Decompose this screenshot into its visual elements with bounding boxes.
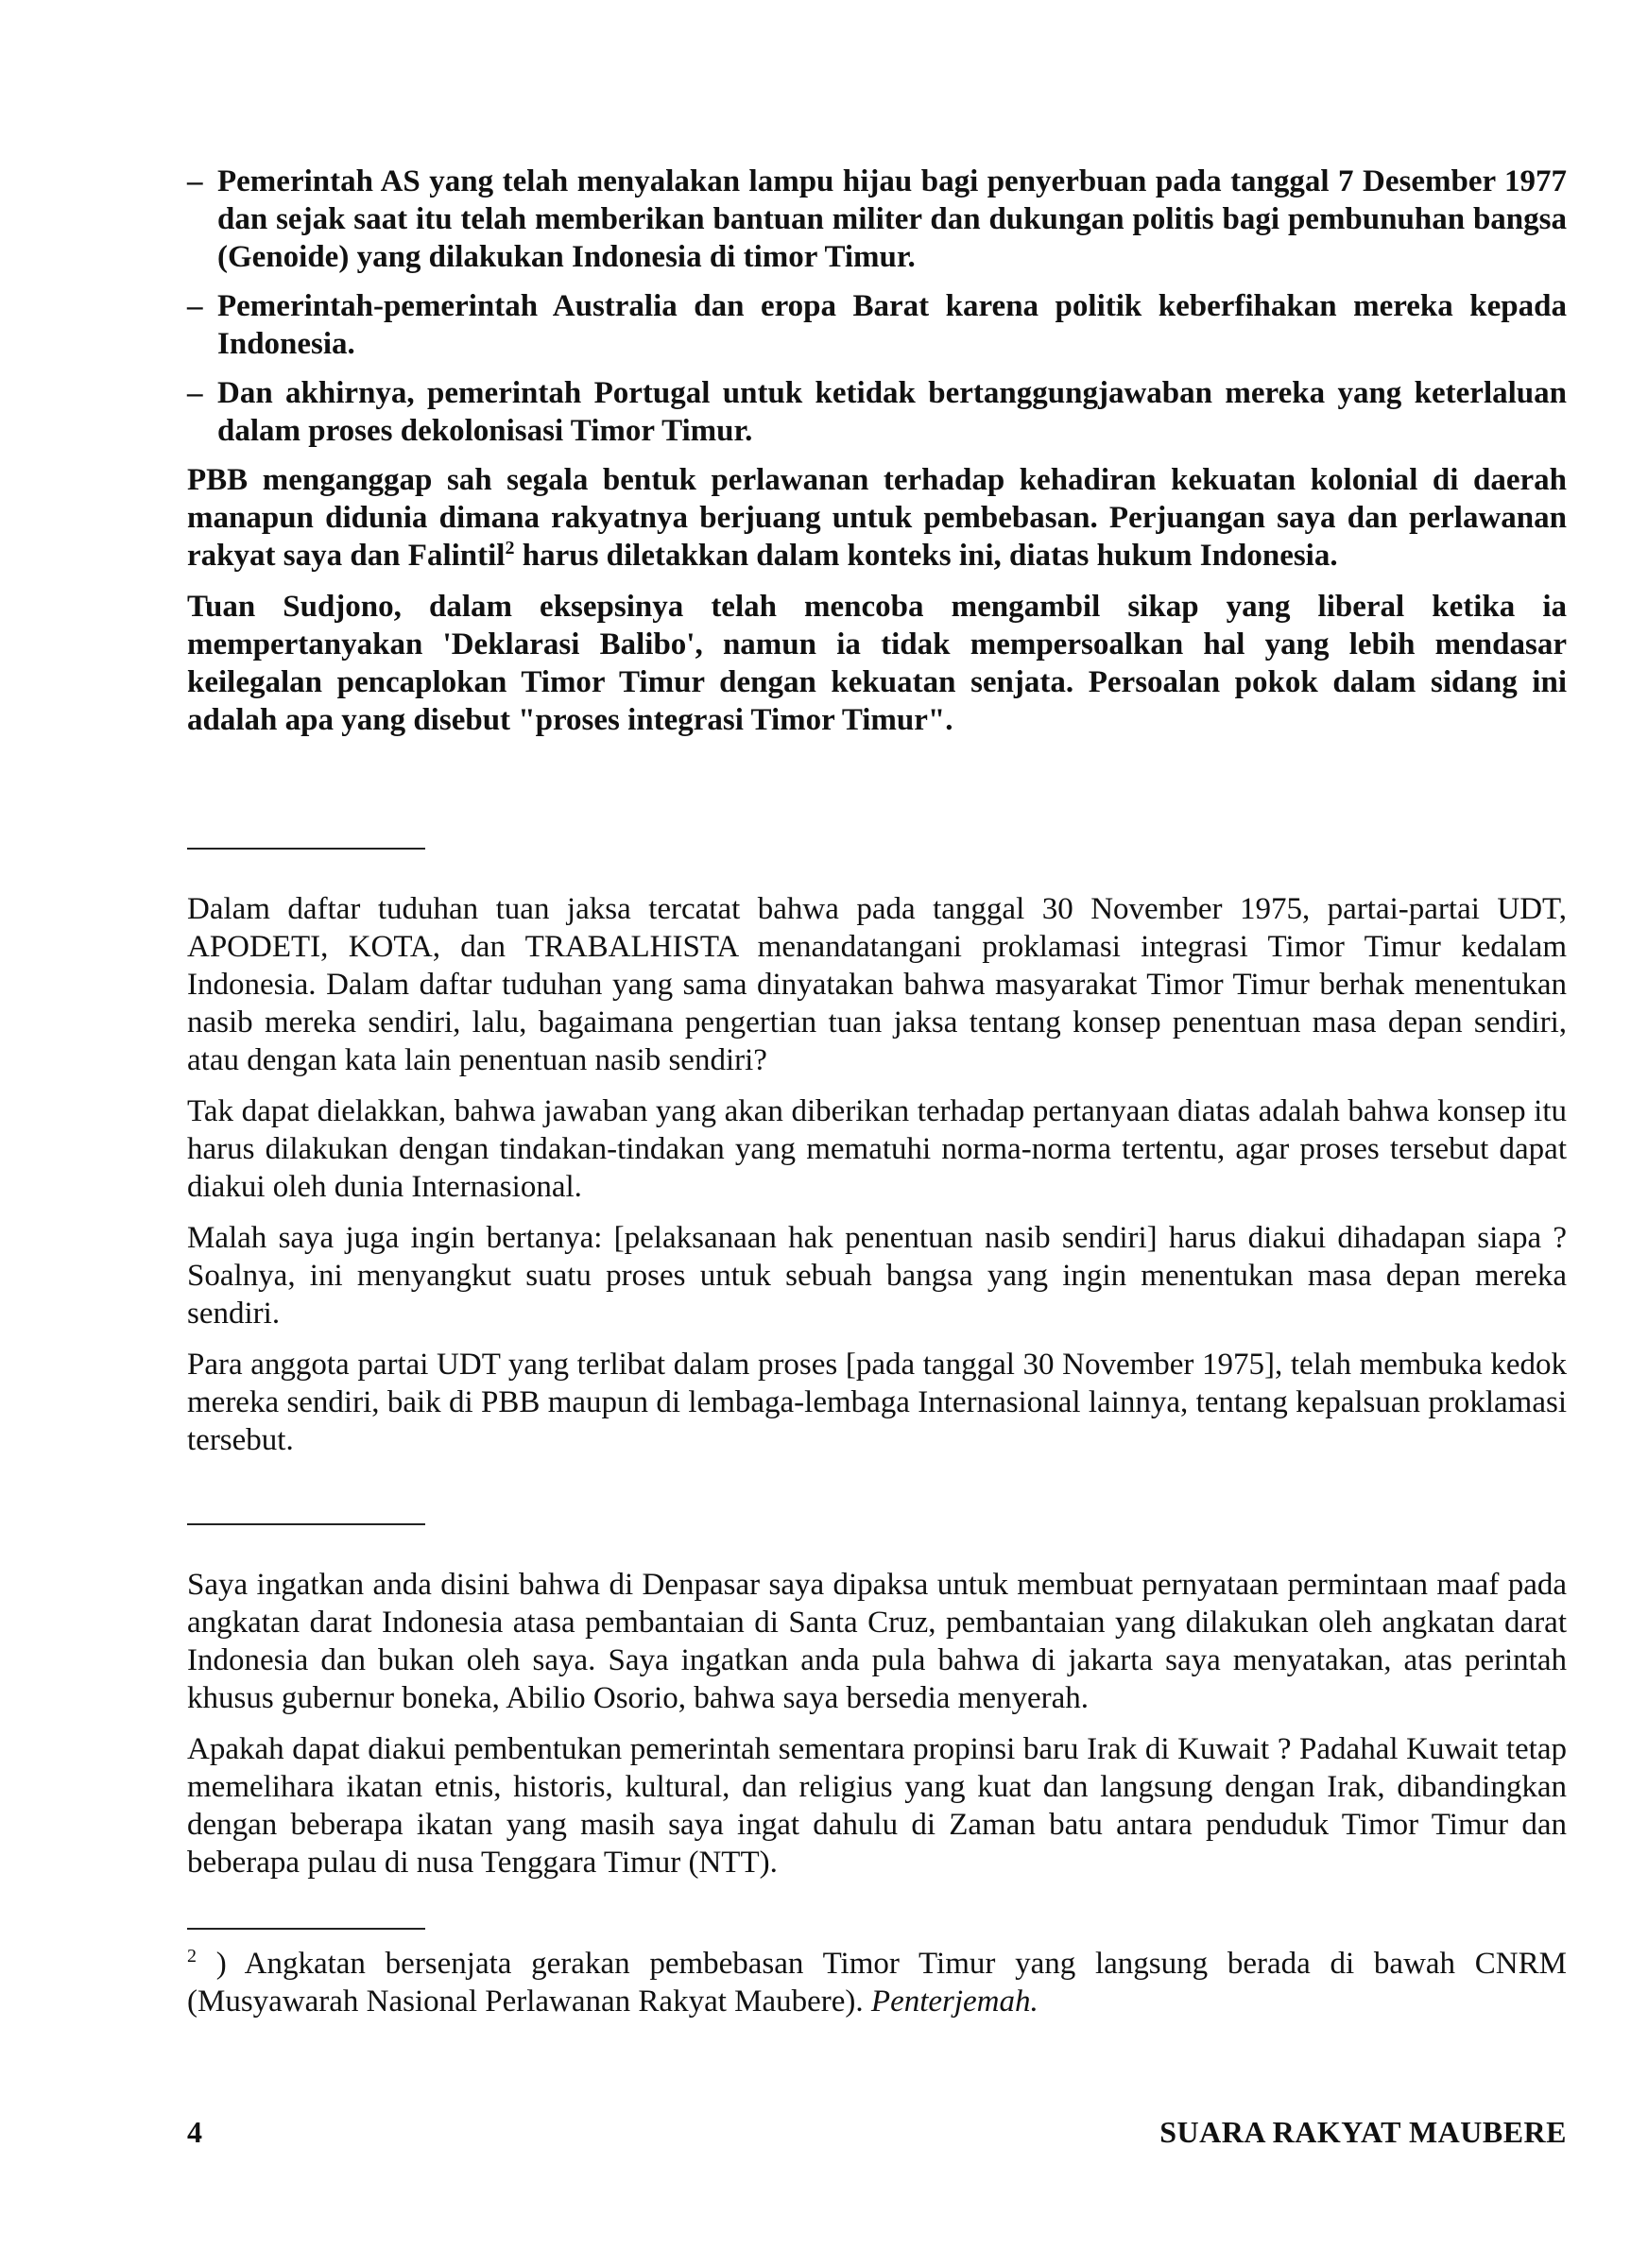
paragraph-pbb-text-b: harus diletakkan dalam konteks ini, diatas hukum Indonesia. — [514, 539, 1338, 573]
bullet-text: Dan akhirnya, pemerintah Portugal untuk ketidak bertanggungjawaban mereka yang keterlaluan dalam proses dekolonisasi Timor Timur. — [217, 376, 1567, 448]
paragraph: Tak dapat dielakkan, bahwa jawaban yang akan diberikan terhadap pertanyaan diatas adalah bahwa konsep itu harus dilakukan dengan tindakan-tindakan yang mematuhi norma-norma tertentu, agar proses tersebut dapat diakui oleh dunia Internasional. — [187, 1094, 1567, 1204]
section-separator — [187, 848, 425, 850]
footnote — [187, 1945, 1567, 2020]
bullet-dash: – — [187, 376, 203, 410]
paragraph: Para anggota partai UDT yang terlibat dalam proses [pada tanggal 30 November 1975], telah membuka kedok mereka sendiri, baik di PBB maupun di lembaga-lembaga Internasional lainnya, tentang kepalsuan proklamasi tersebut. — [187, 1348, 1567, 1457]
paragraph: Apakah dapat diakui pembentukan pemerintah sementara propinsi baru Irak di Kuwait ? Padahal Kuwait tetap memelihara ikatan etnis, historis, kultural, dan religius yang kuat dan langsung dengan Irak, dibandingkan dengan beberapa ikatan yang masih saya ingat dahulu di Zaman batu antara penduduk Timor Timur dan beberapa pulau di nusa Tenggara Timur (NTT). — [187, 1732, 1567, 1880]
footnote-text — [187, 1945, 1567, 2020]
bullet-dash: – — [187, 164, 203, 198]
running-title: SUARA RAKYAT MAUBERE — [1159, 2115, 1567, 2149]
paragraph-sudjono: Tuan Sudjono, dalam eksepsinya telah mencoba mengambil sikap yang liberal ketika ia mempertanyakan 'Deklarasi Balibo', namun ia tidak mempersoalkan hal yang lebih mendasar keilegalan pencaplokan Timor Timur dengan kekuatan senjata. Persoalan pokok dalam sidang ini adalah apa yang disebut "proses integrasi Timor Timur". — [187, 590, 1567, 737]
bullet-item — [187, 163, 1567, 276]
footnote-marker: 2 — [187, 1946, 197, 1967]
paragraph: Saya ingatkan anda disini bahwa di Denpasar saya dipaksa untuk membuat pernyataan permintaan maaf pada angkatan darat Indonesia atasa pembantaian di Santa Cruz, pembantaian yang dilakukan oleh angkatan darat Indonesia dan bukan oleh saya. Saya ingatkan anda pula bahwa di jakarta saya menyatakan, atas perintah khusus gubernur boneka, Abilio Osorio, bahwa saya bersedia menyerah. — [187, 1568, 1567, 1715]
bullet-item — [187, 374, 1567, 450]
bullet-dash: – — [187, 289, 203, 323]
bullet-item — [187, 287, 1567, 363]
section-1 — [187, 163, 1567, 752]
paragraph: Malah saya juga ingin bertanya: [pelaksanaan hak penentuan nasib sendiri] harus diakui dihadapan siapa ? Soalnya, ini menyangkut suatu proses untuk sebuah bangsa yang ingin menentukan masa depan mereka sendiri. — [187, 1221, 1567, 1331]
section-separator — [187, 1523, 425, 1525]
section-2 — [187, 890, 1567, 1472]
footnote-body: ) Angkatan bersenjata gerakan pembebasan Timor Timur yang langsung berada di bawah CNRM (Musyawarah Nasional Perlawanan Rakyat Maubere). — [187, 1947, 1567, 2019]
paragraph-pbb — [187, 461, 1567, 575]
section-3 — [187, 1566, 1567, 1895]
footnote-separator — [187, 1928, 425, 1930]
paragraph: Dalam daftar tuduhan tuan jaksa tercatat bahwa pada tanggal 30 November 1975, partai-partai UDT, APODETI, KOTA, dan TRABALHISTA menandatangani proklamasi integrasi Timor Timur kedalam Indonesia. Dalam daftar tuduhan yang sama dinyatakan bahwa masyarakat Timor Timur berhak menentukan nasib mereka sendiri, lalu, bagaimana pengertian tuan jaksa tentang konsep penentuan masa depan sendiri, atau dengan kata lain penentuan nasib sendiri? — [187, 892, 1567, 1077]
translator-credit: Penterjemah. — [870, 1984, 1039, 2019]
paragraph-pbb-text-a: PBB menganggap sah segala bentuk perlawanan terhadap kehadiran kekuatan kolonial di daerah manapun didunia dimana rakyatnya berjuang untuk pembebasan. Perjuangan saya dan perlawanan rakyat saya dan Falintil — [187, 463, 1567, 573]
footnote-reference: 2 — [505, 538, 515, 558]
bullet-text: Pemerintah AS yang telah menyalakan lampu hijau bagi penyerbuan pada tanggal 7 Desember 1977 dan sejak saat itu telah memberikan bantuan militer dan dukungan politis bagi pembunuhan bangsa (Genoide) yang dilakukan Indonesia di timor Timur. — [217, 164, 1567, 274]
page-number: 4 — [187, 2115, 202, 2149]
bullet-text: Pemerintah-pemerintah Australia dan eropa Barat karena politik keberfihakan mereka kepada Indonesia. — [217, 289, 1567, 361]
